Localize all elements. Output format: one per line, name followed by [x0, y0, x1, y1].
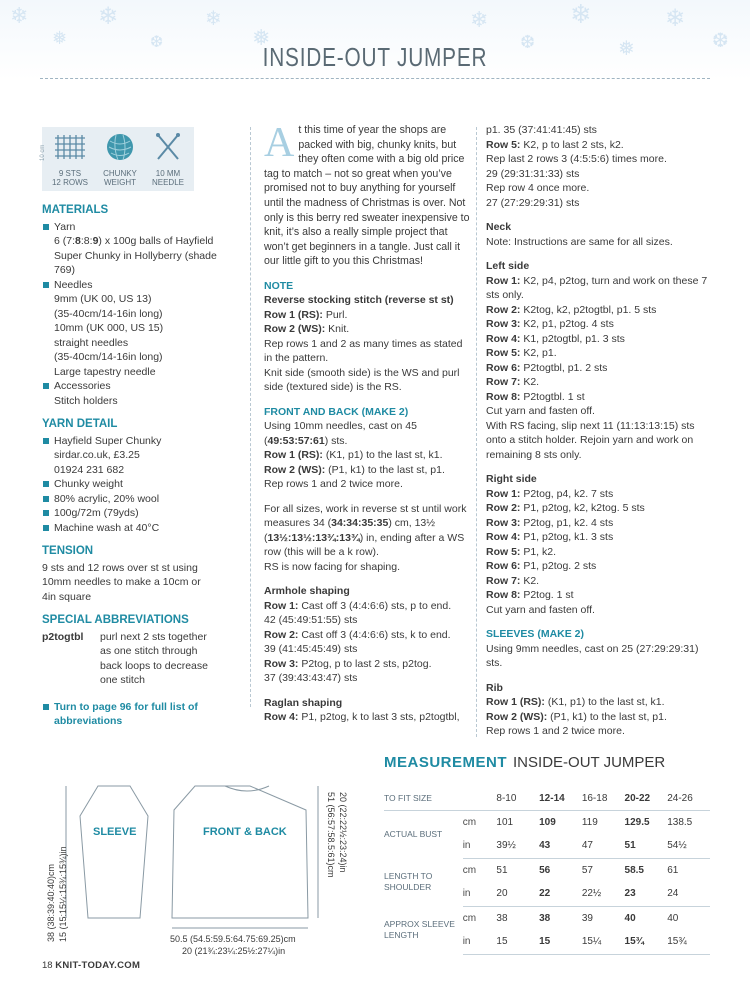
pattern-column-right: [486, 123, 708, 739]
snowflake-icon: ❄: [665, 4, 686, 32]
intro-paragraph: At this time of year the shops are packed with big, chunky knits, but they often come with a big old price tag to match – not so great when you’ve promised not to buy anything for yourself until the madness of Christmas is over. Not only is this berry red sweater inexpensive to knit, it’s also a really simple project that won’t get beginners in a tangle. Just call it our little gift to you this Christmas!: [264, 120, 470, 268]
table-row: in 39½ 43 47 51 54½: [384, 834, 710, 858]
site-url[interactable]: KNIT-TODAY.COM: [55, 960, 141, 971]
pattern-row: Row 3: K2, p1, p2tog. 4 sts: [486, 318, 614, 330]
sleeve-outline: [80, 786, 148, 918]
pattern-row: Row 6: P2togtbl, p1. 2 sts: [486, 361, 608, 374]
fasten-off: Cut yarn and fasten off.: [486, 405, 595, 417]
stitch-count: 37 (39:43:43:47) sts: [264, 672, 358, 685]
rib-heading: Rib: [486, 681, 503, 694]
pattern-summary-icons: [42, 127, 194, 191]
table-row: ACTUAL BUST cm 101 109 119 129.5 138.5: [384, 816, 693, 839]
materials-accessories: Accessories: [42, 379, 217, 394]
neckline: [225, 786, 269, 791]
repeat-instruction: Rep row 4 once more.: [486, 182, 590, 194]
yarn-detail-item: 80% acrylic, 20% wool: [42, 492, 217, 507]
yarn-brand-phone: 01924 231 682: [54, 463, 125, 476]
snowflake-icon: ❄: [10, 4, 29, 29]
pattern-row: Row 3: P2tog, p1, k2. 4 sts: [486, 516, 614, 529]
pattern-row: Row 7: K2.: [486, 574, 540, 587]
yarn-quantity: 6 (7:8:8:9) x 100g balls of Hayfield Super Chunky in Hollyberry (shade 769): [54, 235, 217, 276]
table-row: in 15 15 15¼ 15¾ 15¾: [384, 930, 710, 954]
yarn-detail-item: Machine wash at 40°C: [42, 521, 217, 536]
accessories-detail: Stitch holders: [54, 394, 118, 407]
stitch-count: 29 (29:31:31:33) sts: [486, 167, 580, 180]
page-number: 18: [42, 960, 53, 971]
all-sizes-instruction: For all sizes, work in reverse st st until work measures 34 (34:34:35:35) cm, 13½ (13½:13½:13¾:13¾) in, ending after a WS row (this will be a k row).: [264, 502, 467, 559]
column-divider: [476, 127, 477, 737]
tension-summary: [46, 132, 94, 187]
snowflake-icon: ❄: [470, 8, 489, 33]
sleeve-length-in: 15 (15:15¼:15¾:15¾)in: [58, 846, 68, 942]
sleeve-label: SLEEVE: [93, 826, 137, 838]
materials-column: [42, 203, 217, 729]
materials-yarn: Yarn: [42, 220, 217, 235]
needles-detail: 9mm (UK 00, US 13) (35-40cm/14-16in long) 10mm (UK 000, US 15) straight needles (35-40cm/14-16in long) Large tapestry needle: [54, 293, 164, 378]
page-footer: [42, 960, 140, 971]
table-row: APPROX SLEEVE LENGTH cm 38 38 39 40 40: [384, 912, 679, 940]
body-outline: [172, 786, 308, 918]
garment-schematic: [40, 772, 370, 972]
pattern-row: Row 8: P2togtbl. 1 st: [486, 390, 585, 403]
body-height-in: 20 (22:22½:23:24)in: [338, 792, 348, 873]
icon-caption: 9 STS 12 ROWS: [51, 169, 88, 187]
materials-heading: MATERIALS: [42, 204, 109, 216]
left-side-heading: Left side: [486, 260, 530, 272]
pattern-row: Row 2 (WS): Knit.: [264, 323, 350, 336]
snowflake-icon: ❄: [570, 0, 592, 30]
snowflake-icon: ❄: [98, 2, 119, 30]
pattern-row: Row 1: P2tog, p4, k2. 7 sts: [486, 487, 614, 500]
drop-cap: A: [264, 120, 295, 166]
column-divider: [250, 127, 251, 707]
pattern-row: Row 5: K2, p to last 2 sts, k2.: [486, 138, 624, 151]
pattern-row: Row 1 (RS): Purl.: [264, 308, 348, 321]
pattern-row: Row 2: P1, p2tog, k2, k2tog. 5 sts: [486, 502, 645, 514]
neck-heading: Neck: [486, 221, 512, 233]
pattern-row: Row 1 (RS): (K1, p1) to the last st, k1.: [486, 696, 665, 708]
yarn-ball-icon: [105, 132, 135, 162]
pattern-row: Row 7: K2.: [486, 376, 540, 388]
slip-instruction: With RS facing, slip next 11 (11:13:13:15) sts onto a stitch holder. Rejoin yarn and work on remaining 8 sts only.: [486, 419, 695, 461]
needle-summary: [144, 132, 192, 187]
pattern-row: Row 1 (RS): (K1, p1) to the last st, k1.: [264, 449, 443, 462]
pattern-row: Row 4: P1, p2tog, k to last 3 sts, p2togtbl,: [264, 711, 460, 724]
snowflake-icon: ❆: [712, 28, 729, 52]
page-title: INSIDE-OUT JUMPER: [262, 42, 488, 72]
right-side-heading: Right side: [486, 473, 537, 485]
snowflake-icon: ❅: [252, 26, 271, 51]
snowflake-icon: ❅: [52, 28, 68, 49]
table-row: in 20 22 22½ 23 24: [384, 882, 710, 906]
pattern-row: Row 2: Cast off 3 (4:4:6:6) sts, k to end.: [264, 628, 451, 641]
front-back-label: FRONT & BACK: [203, 826, 287, 838]
note-text: Knit side (smooth side) is the WS and purl side (textured side) is the RS.: [264, 366, 460, 394]
note-subheading: Reverse stocking stitch (reverse st st): [264, 294, 454, 307]
pattern-row: Row 2 (WS): (P1, k1) to the last st, p1.: [486, 710, 667, 723]
raglan-heading: Raglan shaping: [264, 696, 343, 709]
yarn-detail-heading: YARN DETAIL: [42, 418, 118, 430]
materials-needles: Needles: [42, 278, 217, 293]
yarn-brand-site: sirdar.co.uk, £3.25: [54, 449, 140, 461]
pattern-row: Row 2 (WS): (P1, k1) to the last st, p1.: [264, 463, 445, 476]
pattern-row: Row 8: P2tog. 1 st: [486, 589, 574, 601]
snowflake-icon: ❆: [150, 32, 164, 51]
pattern-row: Row 3: P2tog, p to last 2 sts, p2tog.: [264, 657, 432, 670]
pattern-row: Row 5: P1, k2.: [486, 545, 557, 558]
icon-caption: CHUNKY WEIGHT: [103, 169, 137, 187]
needles-icon: [153, 132, 183, 162]
pattern-row: Row 4: K1, p2togtbl, p1. 3 sts: [486, 332, 625, 345]
measurement-table: [384, 788, 710, 955]
pattern-row: Row 1: K2, p4, p2tog, turn and work on these 7 sts only.: [486, 274, 708, 301]
abbreviation-term: p2togtbl: [42, 630, 84, 643]
pattern-row: Row 5: K2, p1.: [486, 347, 557, 359]
armhole-heading: Armhole shaping: [264, 585, 350, 598]
stitch-count: 39 (41:45:45:49) sts: [264, 643, 358, 656]
pattern-row: Row 6: P1, p2tog. 2 sts: [486, 560, 597, 572]
table-row: TO FIT SIZE 8-10 12-14 16-18 20-22 24-26: [384, 788, 710, 810]
pattern-row: Row 4: P1, p2tog, k1. 3 sts: [486, 531, 614, 543]
snowflake-icon: ❆: [520, 32, 536, 53]
yarn-detail-item: 100g/72m (79yds): [42, 506, 217, 521]
sleeves-heading: SLEEVES (MAKE 2): [486, 628, 585, 640]
rs-facing-note: RS is now facing for shaping.: [264, 560, 400, 573]
stitch-count: 42 (45:49:51:55) sts: [264, 614, 358, 627]
repeat-instruction: Rep rows 1 and 2 twice more.: [486, 725, 625, 737]
repeat-instruction: Rep last 2 rows 3 (4:5:5:6) times more.: [486, 153, 667, 165]
pattern-row: Row 1: Cast off 3 (4:4:6:6) sts, p to end.: [264, 599, 452, 612]
abbreviation-definition: purl next 2 sts together as one stitch through back loops to decrease one stitch: [100, 630, 208, 686]
table-row: LENGTH TO SHOULDER cm 51 56 57 58.5 61: [384, 864, 679, 892]
abbreviations-page-link[interactable]: Turn to page 96 for full list of abbreviations: [42, 700, 217, 729]
measurement-title: MEASUREMENT INSIDE-OUT JUMPER: [384, 754, 666, 771]
weight-summary: [96, 132, 144, 187]
snowflake-icon: ❄: [205, 6, 222, 30]
stitch-count: 27 (27:29:29:31) sts: [486, 196, 580, 209]
cast-on-instruction: Using 9mm needles, cast on 25 (27:29:29:31) sts.: [486, 642, 699, 669]
yarn-brand: Hayfield Super Chunky: [42, 434, 217, 449]
front-back-heading: FRONT AND BACK (MAKE 2): [264, 405, 409, 418]
yarn-detail-item: Chunky weight: [42, 477, 217, 492]
icon-caption: 10 MM NEEDLE: [151, 169, 184, 187]
fasten-off: Cut yarn and fasten off.: [486, 603, 595, 616]
sleeve-length-cm: 38 (38:39:40:40)cm: [46, 863, 56, 942]
body-width-cm: 50.5 (54.5:59.5:64.75:69.25)cm: [170, 934, 296, 944]
pattern-column-middle: [264, 120, 472, 725]
note-text: Rep rows 1 and 2 as many times as stated in the pattern.: [264, 337, 463, 365]
cast-on-instruction: Using 10mm needles, cast on 45 (49:53:57:61) sts.: [264, 420, 417, 447]
stitch-count: p1. 35 (37:41:41:45) sts: [486, 124, 597, 136]
abbreviation-entry: [42, 630, 217, 688]
tension-side-label: 10 cm: [40, 144, 46, 161]
tension-text: 9 sts and 12 rows over st st using 10mm needles to make a 10cm or 4in square: [42, 561, 201, 603]
note-heading: NOTE: [264, 279, 294, 292]
tension-grid-icon: [50, 132, 90, 162]
neck-note: Note: Instructions are same for all sizes.: [486, 235, 673, 248]
tension-heading: TENSION: [42, 545, 94, 557]
repeat-instruction: Rep rows 1 and 2 twice more.: [264, 478, 403, 491]
title-divider: [40, 78, 710, 79]
body-width-in: 20 (21¾:23¼:25½:27¼)in: [182, 946, 286, 956]
snowflake-icon: ❅: [618, 36, 635, 60]
abbreviations-heading: SPECIAL ABBREVIATIONS: [42, 614, 189, 626]
pattern-row: Row 2: K2tog, k2, p2togtbl, p1. 5 sts: [486, 303, 657, 316]
body-height-cm: 51 (56:57:58.5:61)cm: [326, 792, 336, 878]
